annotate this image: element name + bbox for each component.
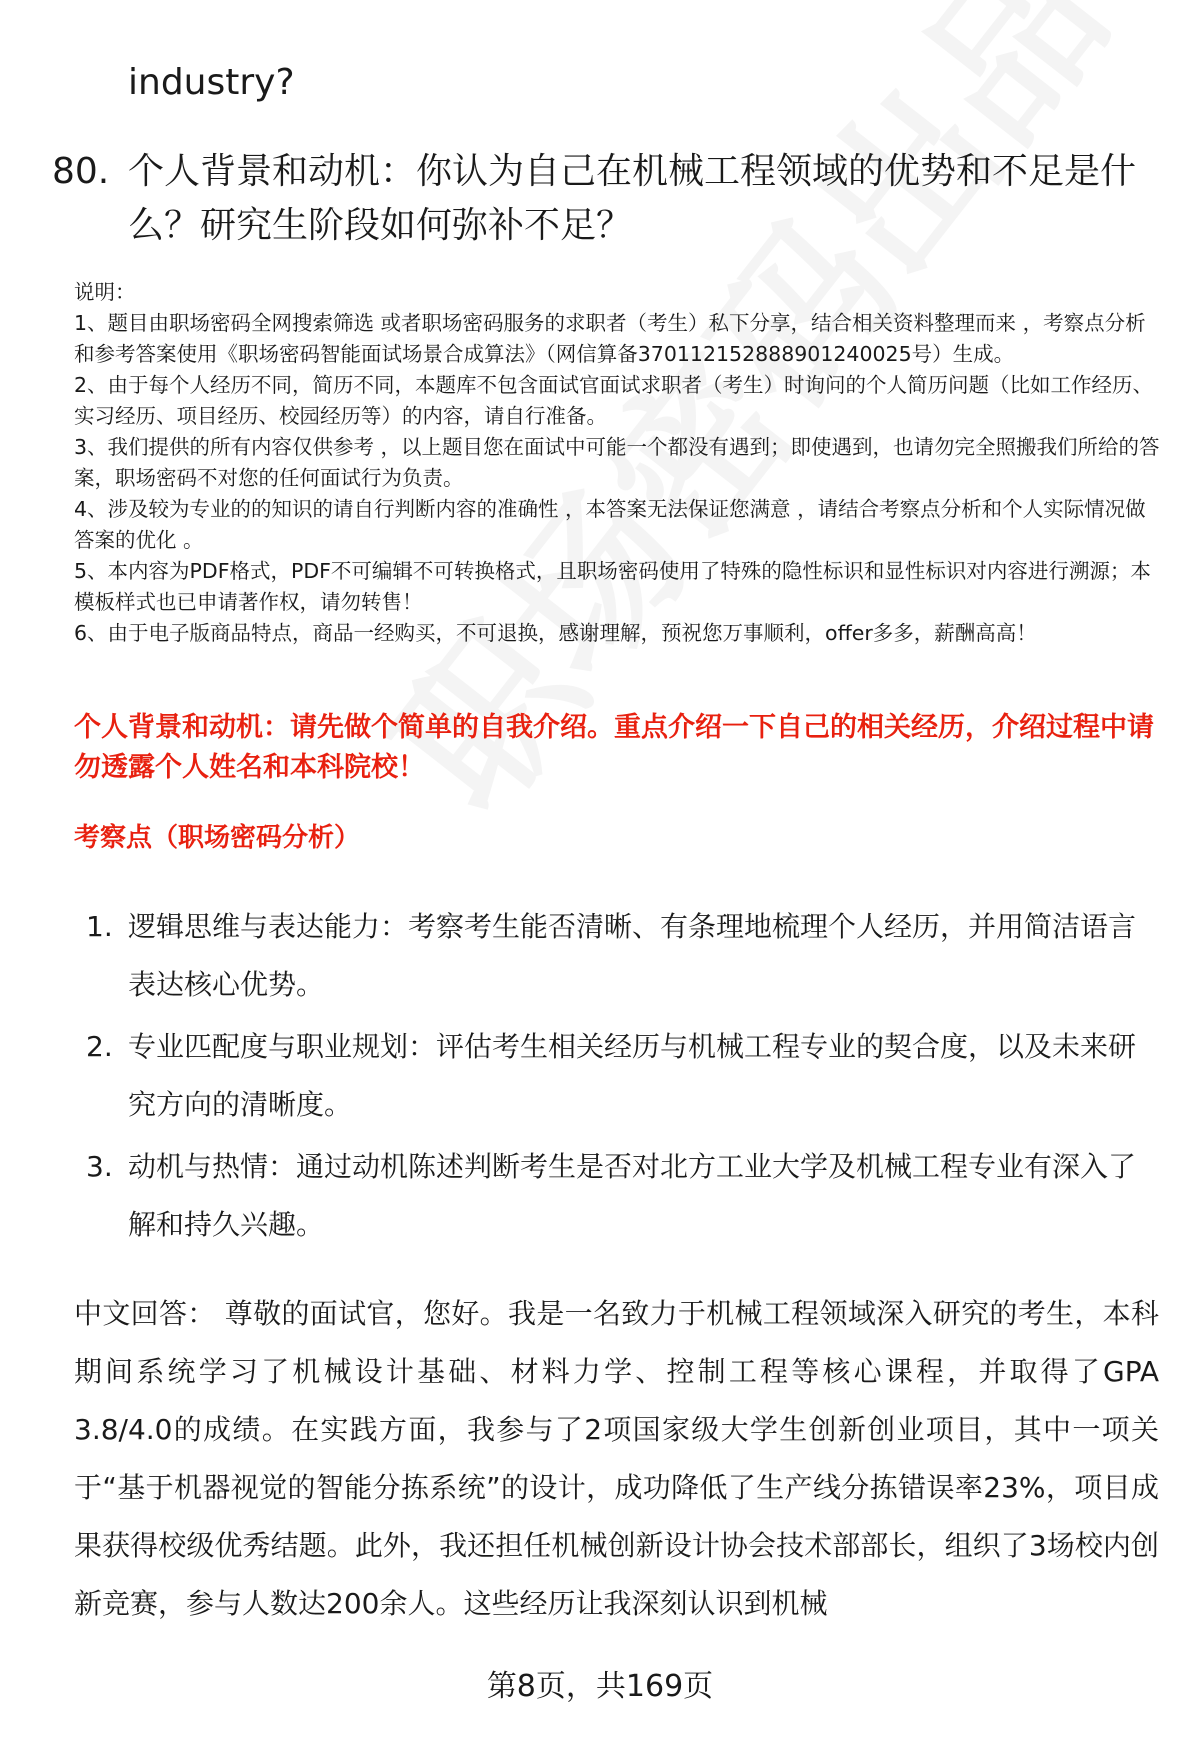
analysis-point [74,898,1159,1014]
notes-title: 说明： [74,280,136,304]
note-item: 2、由于每个人经历不同，简历不同，本题库不包含面试官面试求职者（考生）时询问的个人简历问题（比如工作经历、实习经历、项目经历、校园经历等）的内容，请自行准备。 [74,373,1154,428]
analysis-point [74,1138,1159,1254]
point-text: 动机与热情：通过动机陈述判断考生是否对北方工业大学及机械工程专业有深入了解和持久兴趣。 [128,1150,1137,1241]
point-text: 专业匹配度与职业规划：评估考生相关经历与机械工程专业的契合度，以及未来研究方向的清晰度。 [128,1030,1137,1121]
analysis-point [74,1018,1159,1134]
question-continuation: industry? [128,62,295,103]
note-item: 5、本内容为PDF格式，PDF不可编辑不可转换格式，且职场密码使用了特殊的隐性标识和显性标识对内容进行溯源；本模板样式也已申请著作权，请勿转售！ [74,559,1151,614]
point-number: 3. [86,1150,113,1183]
question-number: 80. [52,151,110,192]
analysis-heading: 考察点（职场密码分析） [74,823,361,853]
section-heading: 个人背景和动机：请先做个简单的自我介绍。重点介绍一下自己的相关经历，介绍过程中请勿透露个人姓名和本科院校！ [74,712,1154,783]
point-number: 2. [86,1030,113,1063]
point-text: 逻辑思维与表达能力：考察考生能否清晰、有条理地梳理个人经历，并用简洁语言表达核心优势。 [128,910,1137,1001]
notes-block [74,277,1164,649]
point-number: 1. [86,910,113,943]
answer-paragraph: 中文回答： 尊敬的面试官，您好。我是一名致力于机械工程领域深入研究的考生，本科期间系统学习了机械设计基础、材料力学、控制工程等核心课程，并取得了GPA 3.8/4.0的成绩。在实践方面，我参与了2项国家级大学生创新创业项目，其中一项关于“基于机器视觉的智能分拣系统”的设计，成功降低了生产线分拣错误率23%，项目成果获得校级优秀结题。此外，我还担任机械创新设计协会技术部部长，组织了3场校内创新竞赛，参与人数达200余人。这些经历让我深刻认识到机械 [74,1297,1159,1620]
note-item: 4、涉及较为专业的的知识的请自行判断内容的准确性 ，本答案无法保证您满意 ，请结合考察点分析和个人实际情况做答案的优化 。 [74,497,1146,552]
question-80 [52,145,1162,253]
analysis-points [74,898,1159,1258]
page-footer: 第8页，共169页 [486,1669,714,1704]
note-item: 1、题目由职场密码全网搜索筛选 或者职场密码服务的求职者（考生）私下分享，结合相关资料整理而来 ，考察点分析和参考答案使用《职场密码智能面试场景合成算法》（网信算备370112152888901240025号）生成。 [74,311,1146,366]
question-text: 个人背景和动机：你认为自己在机械工程领域的优势和不足是什么？研究生阶段如何弥补不足？ [128,151,1137,246]
note-item: 6、由于电子版商品特点，商品一经购买，不可退换，感谢理解，预祝您万事顺利，offer多多，薪酬高高！ [74,621,1037,645]
note-item: 3、我们提供的所有内容仅供参考 ，以上题目您在面试中可能一个都没有遇到；即使遇到，也请勿完全照搬我们所给的答案，职场密码不对您的任何面试行为负责。 [74,435,1160,490]
